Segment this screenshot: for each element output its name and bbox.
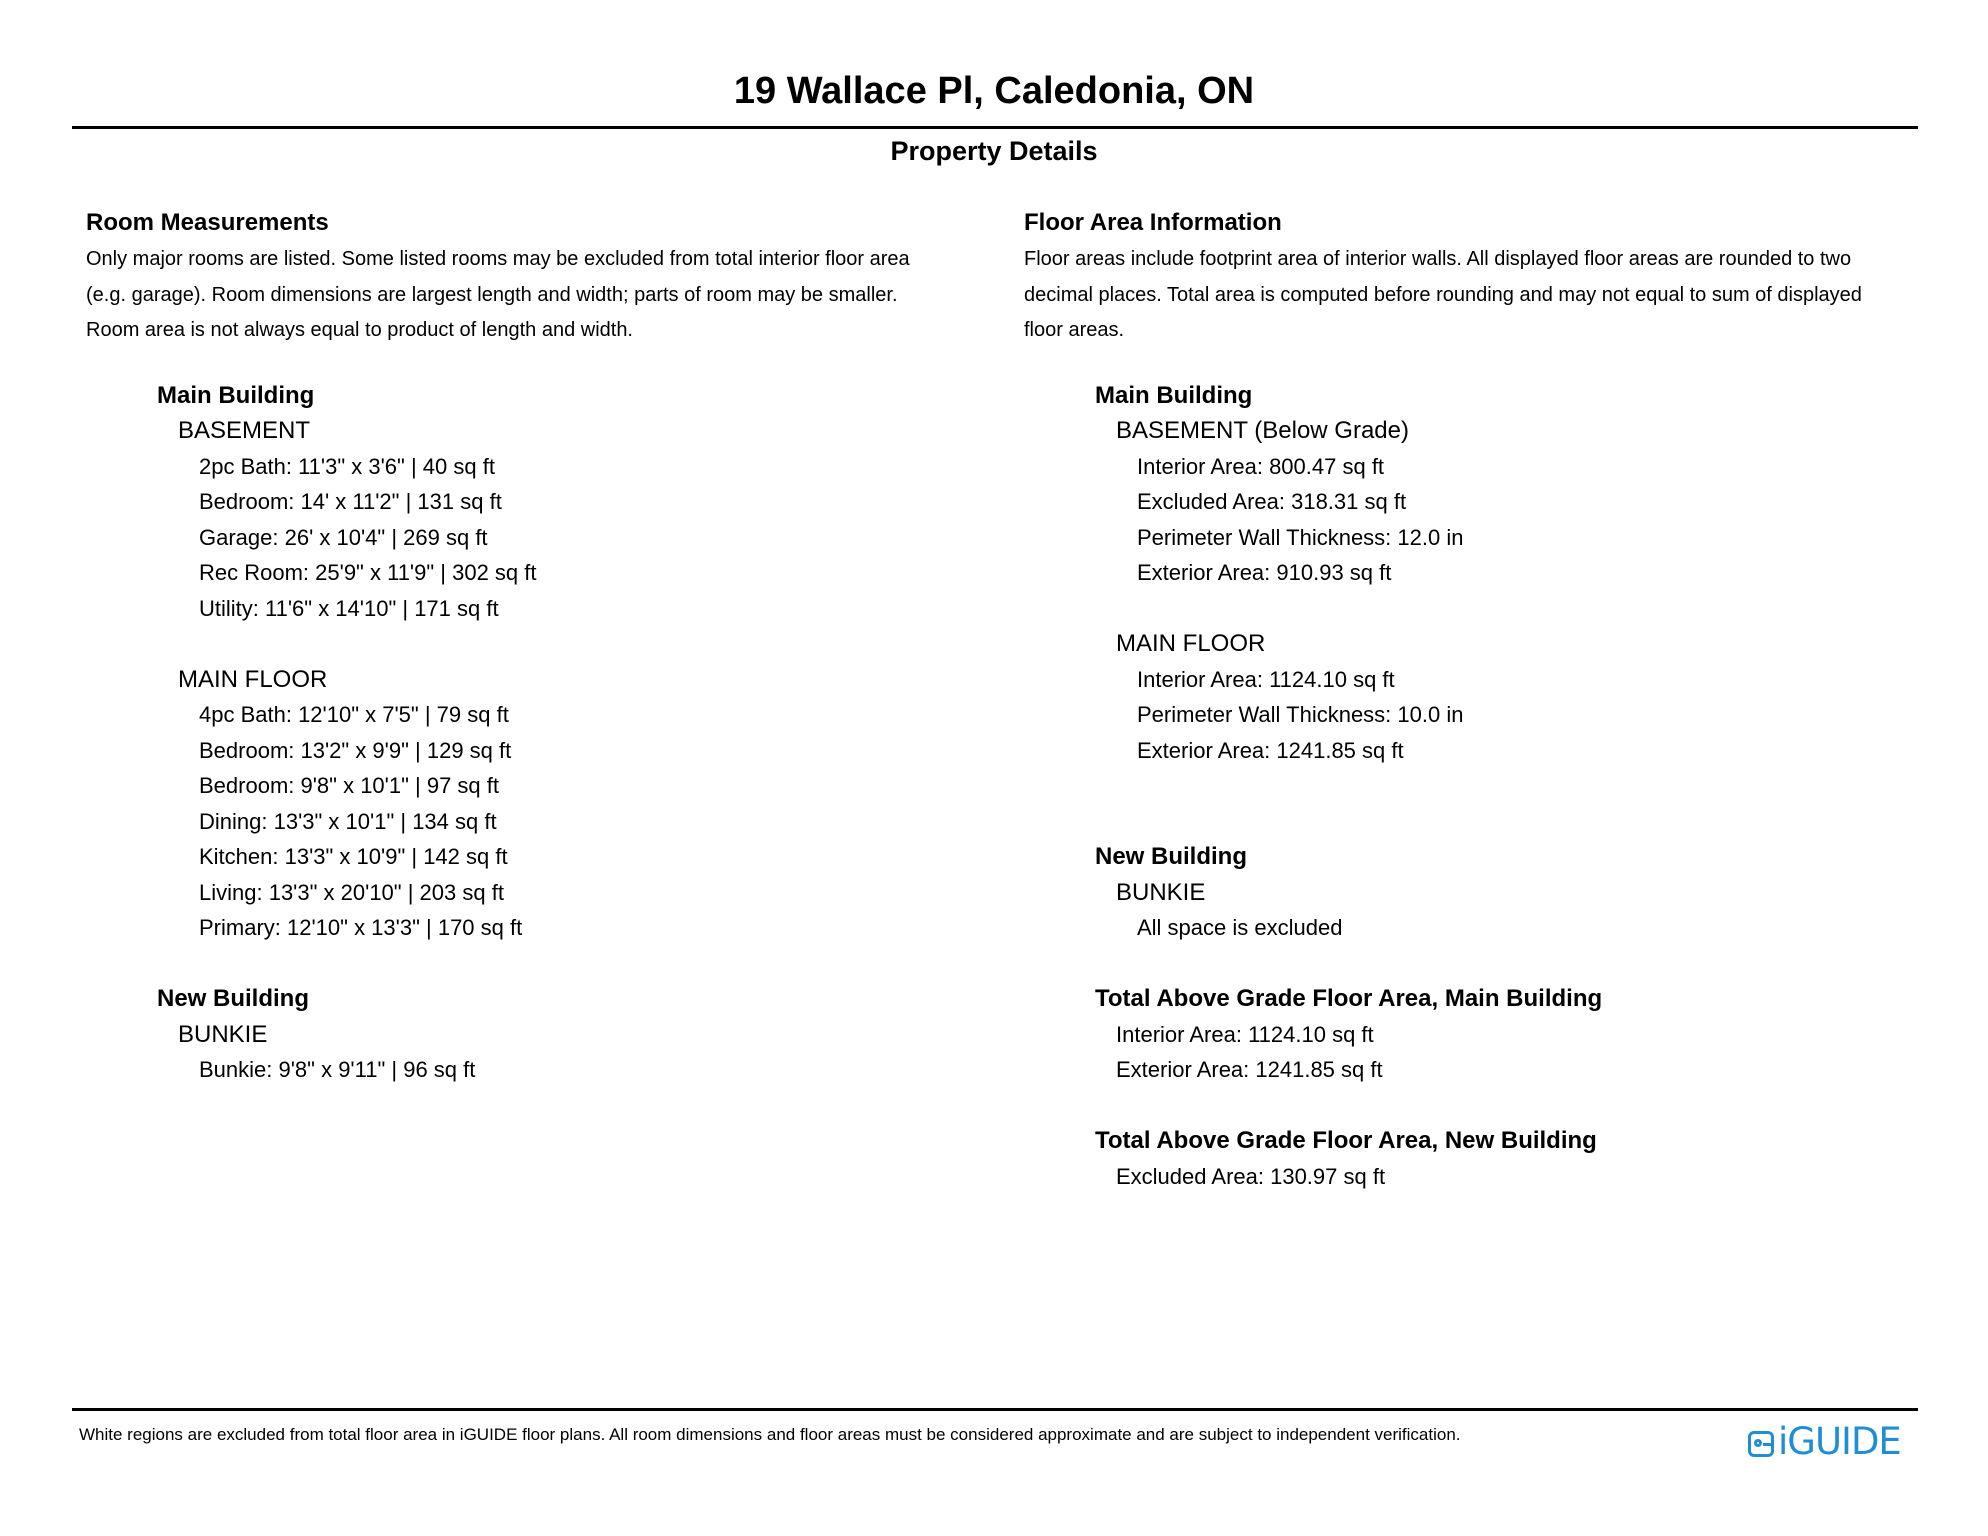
- spacer: [157, 946, 986, 982]
- room-measurements-column: [86, 205, 986, 1088]
- room-item: 2pc Bath: 11'3" x 3'6" | 40 sq ft: [199, 453, 495, 479]
- floor-title-main-floor: MAIN FLOOR: [178, 665, 328, 693]
- footer-divider: [72, 1408, 1918, 1411]
- room-item: Kitchen: 13'3" x 10'9" | 142 sq ft: [199, 844, 508, 869]
- area-item: All space is excluded: [1137, 915, 1343, 940]
- area-item: Interior Area: 1124.10 sq ft: [1137, 666, 1395, 692]
- area-item: Exterior Area: 1241.85 sq ft: [1137, 737, 1404, 763]
- rooms-main-building: [157, 378, 986, 1088]
- floor-area-column: [1024, 205, 1954, 1194]
- description-line: Room area is not always equal to product of length and width.: [86, 319, 633, 341]
- total-new-building-title: Total Above Grade Floor Area, New Building: [1095, 1127, 1597, 1154]
- iguide-logo: [1748, 1420, 1901, 1464]
- floor-title-bunkie: BUNKIE: [178, 1020, 268, 1048]
- spacer: [157, 626, 986, 662]
- description-line: decimal places. Total area is computed before rounding and may not equal to sum of displayed: [1024, 283, 1862, 306]
- floor-area-description: [1024, 242, 1954, 349]
- room-item: Dining: 13'3" x 10'1" | 134 sq ft: [199, 808, 497, 834]
- room-item: Bedroom: 14' x 11'2" | 131 sq ft: [199, 489, 502, 514]
- area-item: Exterior Area: 910.93 sq ft: [1137, 560, 1392, 585]
- room-item: Living: 13'3" x 20'10" | 203 sq ft: [199, 879, 504, 905]
- room-item: Bunkie: 9'8" x 9'11" | 96 sq ft: [199, 1057, 476, 1082]
- room-item: Bedroom: 13'2" x 9'9" | 129 sq ft: [199, 737, 512, 763]
- page-subtitle: Property Details: [890, 136, 1098, 166]
- area-item: Interior Area: 800.47 sq ft: [1137, 453, 1385, 479]
- area-item: Interior Area: 1124.10 sq ft: [1116, 1021, 1374, 1047]
- iguide-camera-icon: [1748, 1431, 1774, 1457]
- header-divider: [72, 126, 1918, 129]
- room-item: Rec Room: 25'9" x 11'9" | 302 sq ft: [199, 560, 537, 585]
- description-line: floor areas.: [1024, 319, 1125, 341]
- spacer: [1095, 946, 1954, 982]
- description-line: Floor areas include footprint area of interior walls. All displayed floor areas are rounded to two: [1024, 248, 1852, 270]
- footer-note: White regions are excluded from total floor area in iGUIDE floor plans. All room dimensions and floor areas must be considered approximate and are subject to independent verification.: [79, 1425, 1461, 1444]
- room-item: 4pc Bath: 12'10" x 7'5" | 79 sq ft: [199, 702, 509, 727]
- area-item: Perimeter Wall Thickness: 10.0 in: [1137, 702, 1464, 727]
- building-title: Main Building: [1095, 381, 1253, 409]
- total-main-building-title: Total Above Grade Floor Area, Main Building: [1095, 985, 1603, 1012]
- building-title: New Building: [1095, 843, 1247, 870]
- room-item: Utility: 11'6" x 14'10" | 171 sq ft: [199, 595, 499, 621]
- area-item: Exterior Area: 1241.85 sq ft: [1116, 1057, 1383, 1082]
- spacer: [1095, 591, 1954, 627]
- description-line: (e.g. garage). Room dimensions are largest length and width; parts of room may be smaller.: [86, 283, 898, 306]
- room-item: Garage: 26' x 10'4" | 269 sq ft: [199, 524, 488, 550]
- page-title: 19 Wallace Pl, Caledonia, ON: [733, 70, 1255, 112]
- iguide-logo-text: iGUIDE: [1778, 1420, 1901, 1463]
- building-title: Main Building: [157, 381, 315, 409]
- description-line: Only major rooms are listed. Some listed rooms may be excluded from total interior floor area: [86, 248, 910, 270]
- floor-title-bunkie: BUNKIE: [1116, 878, 1206, 906]
- room-item: Primary: 12'10" x 13'3" | 170 sq ft: [199, 915, 523, 940]
- area-item: Perimeter Wall Thickness: 12.0 in: [1137, 524, 1464, 550]
- room-item: Bedroom: 9'8" x 10'1" | 97 sq ft: [199, 773, 500, 798]
- areas-main-building: [1095, 378, 1954, 1195]
- area-item: Excluded Area: 130.97 sq ft: [1116, 1163, 1386, 1189]
- floor-area-heading: Floor Area Information: [1024, 209, 1282, 236]
- floor-title-basement: BASEMENT (Below Grade): [1116, 417, 1409, 444]
- room-measurements-heading: Room Measurements: [86, 209, 329, 236]
- spacer: [1095, 1088, 1954, 1124]
- area-item: Excluded Area: 318.31 sq ft: [1137, 489, 1407, 514]
- room-measurements-description: [86, 242, 986, 349]
- building-title: New Building: [157, 985, 309, 1012]
- floor-title-main-floor: MAIN FLOOR: [1116, 630, 1266, 657]
- floor-title-basement: BASEMENT: [178, 417, 311, 444]
- spacer: [1095, 804, 1954, 840]
- spacer: [1095, 768, 1954, 804]
